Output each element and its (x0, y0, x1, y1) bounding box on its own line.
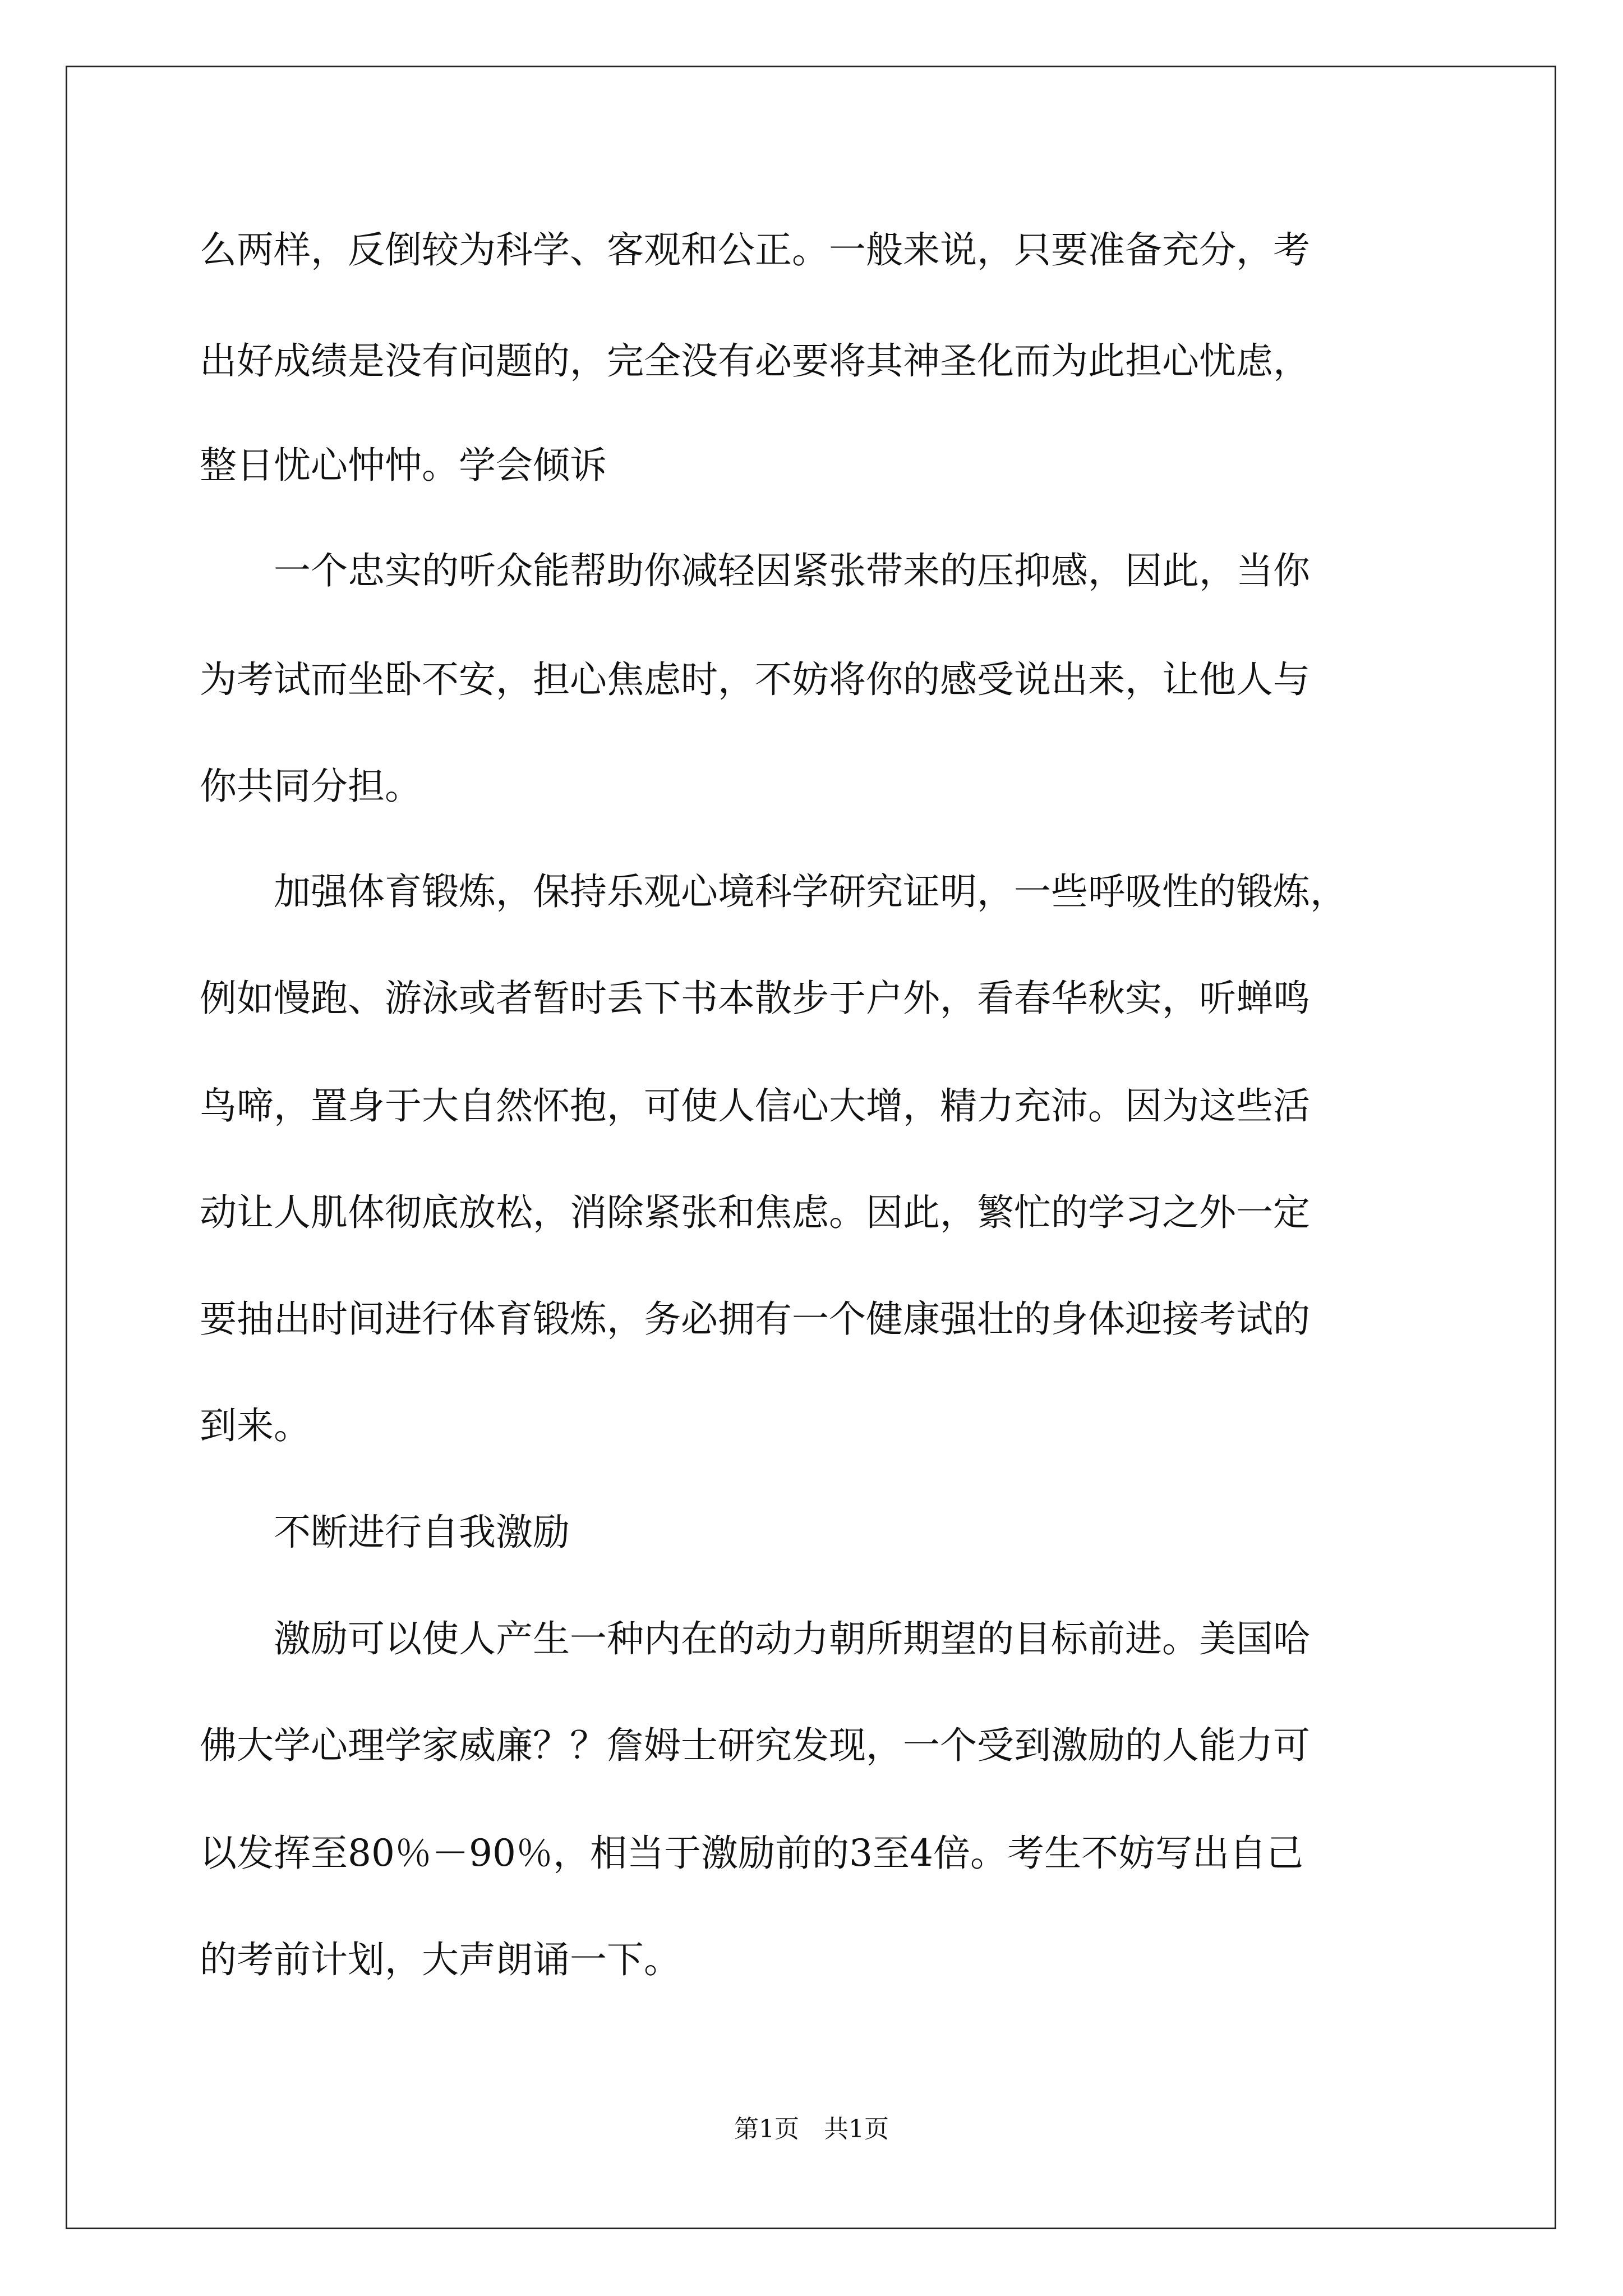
text-line-2: 出好成绩是没有问题的，完全没有必要将其神圣化而为此担心忧虑， (200, 339, 1310, 383)
text-line-17: 的考前计划，大声朗诵一下。 (200, 1938, 681, 1981)
text-line-4: 一个忠实的听众能帮助你减轻因紧张带来的压抑感，因此，当你 (200, 549, 1310, 592)
text-line-12: 到来。 (200, 1404, 311, 1447)
text-line-10: 动让人肌体彻底放松，消除紧张和焦虑。因此，繁忙的学习之外一定 (200, 1191, 1310, 1234)
text-line-6: 你共同分担。 (200, 765, 422, 808)
text-line-15: 佛大学心理学家威廉？？詹姆士研究发现，一个受到激励的人能力可 (200, 1724, 1310, 1767)
text-line-7: 加强体育锻炼，保持乐观心境科学研究证明，一些呼吸性的锻炼， (200, 870, 1347, 913)
text-line-8: 例如慢跑、游泳或者暂时丢下书本散步于户外，看春华秋实，听蝉鸣 (200, 977, 1310, 1020)
text-line-11: 要抽出时间进行体育锻炼，务必拥有一个健康强壮的身体迎接考试的 (200, 1297, 1310, 1341)
text-line-16: 以发挥至80％－90％，相当于激励前的3至4倍。考生不妨写出自己 (200, 1832, 1303, 1875)
text-line-3: 整日忧心忡忡。学会倾诉 (200, 444, 607, 487)
text-line-14: 激励可以使人产生一种内在的动力朝所期望的目标前进。美国哈 (200, 1617, 1310, 1660)
page-footer: 第1页 共1页 (734, 2115, 889, 2143)
text-line-9: 鸟啼，置身于大自然怀抱，可使人信心大增，精力充沛。因为这些活 (200, 1084, 1310, 1128)
text-line-13: 不断进行自我激励 (200, 1511, 570, 1554)
page-border (66, 66, 1556, 2229)
text-line-1: 么两样，反倒较为科学、客观和公正。一般来说，只要准备充分，考 (200, 228, 1310, 272)
text-line-5: 为考试而坐卧不安，担心焦虑时，不妨将你的感受说出来，让他人与 (200, 658, 1310, 701)
